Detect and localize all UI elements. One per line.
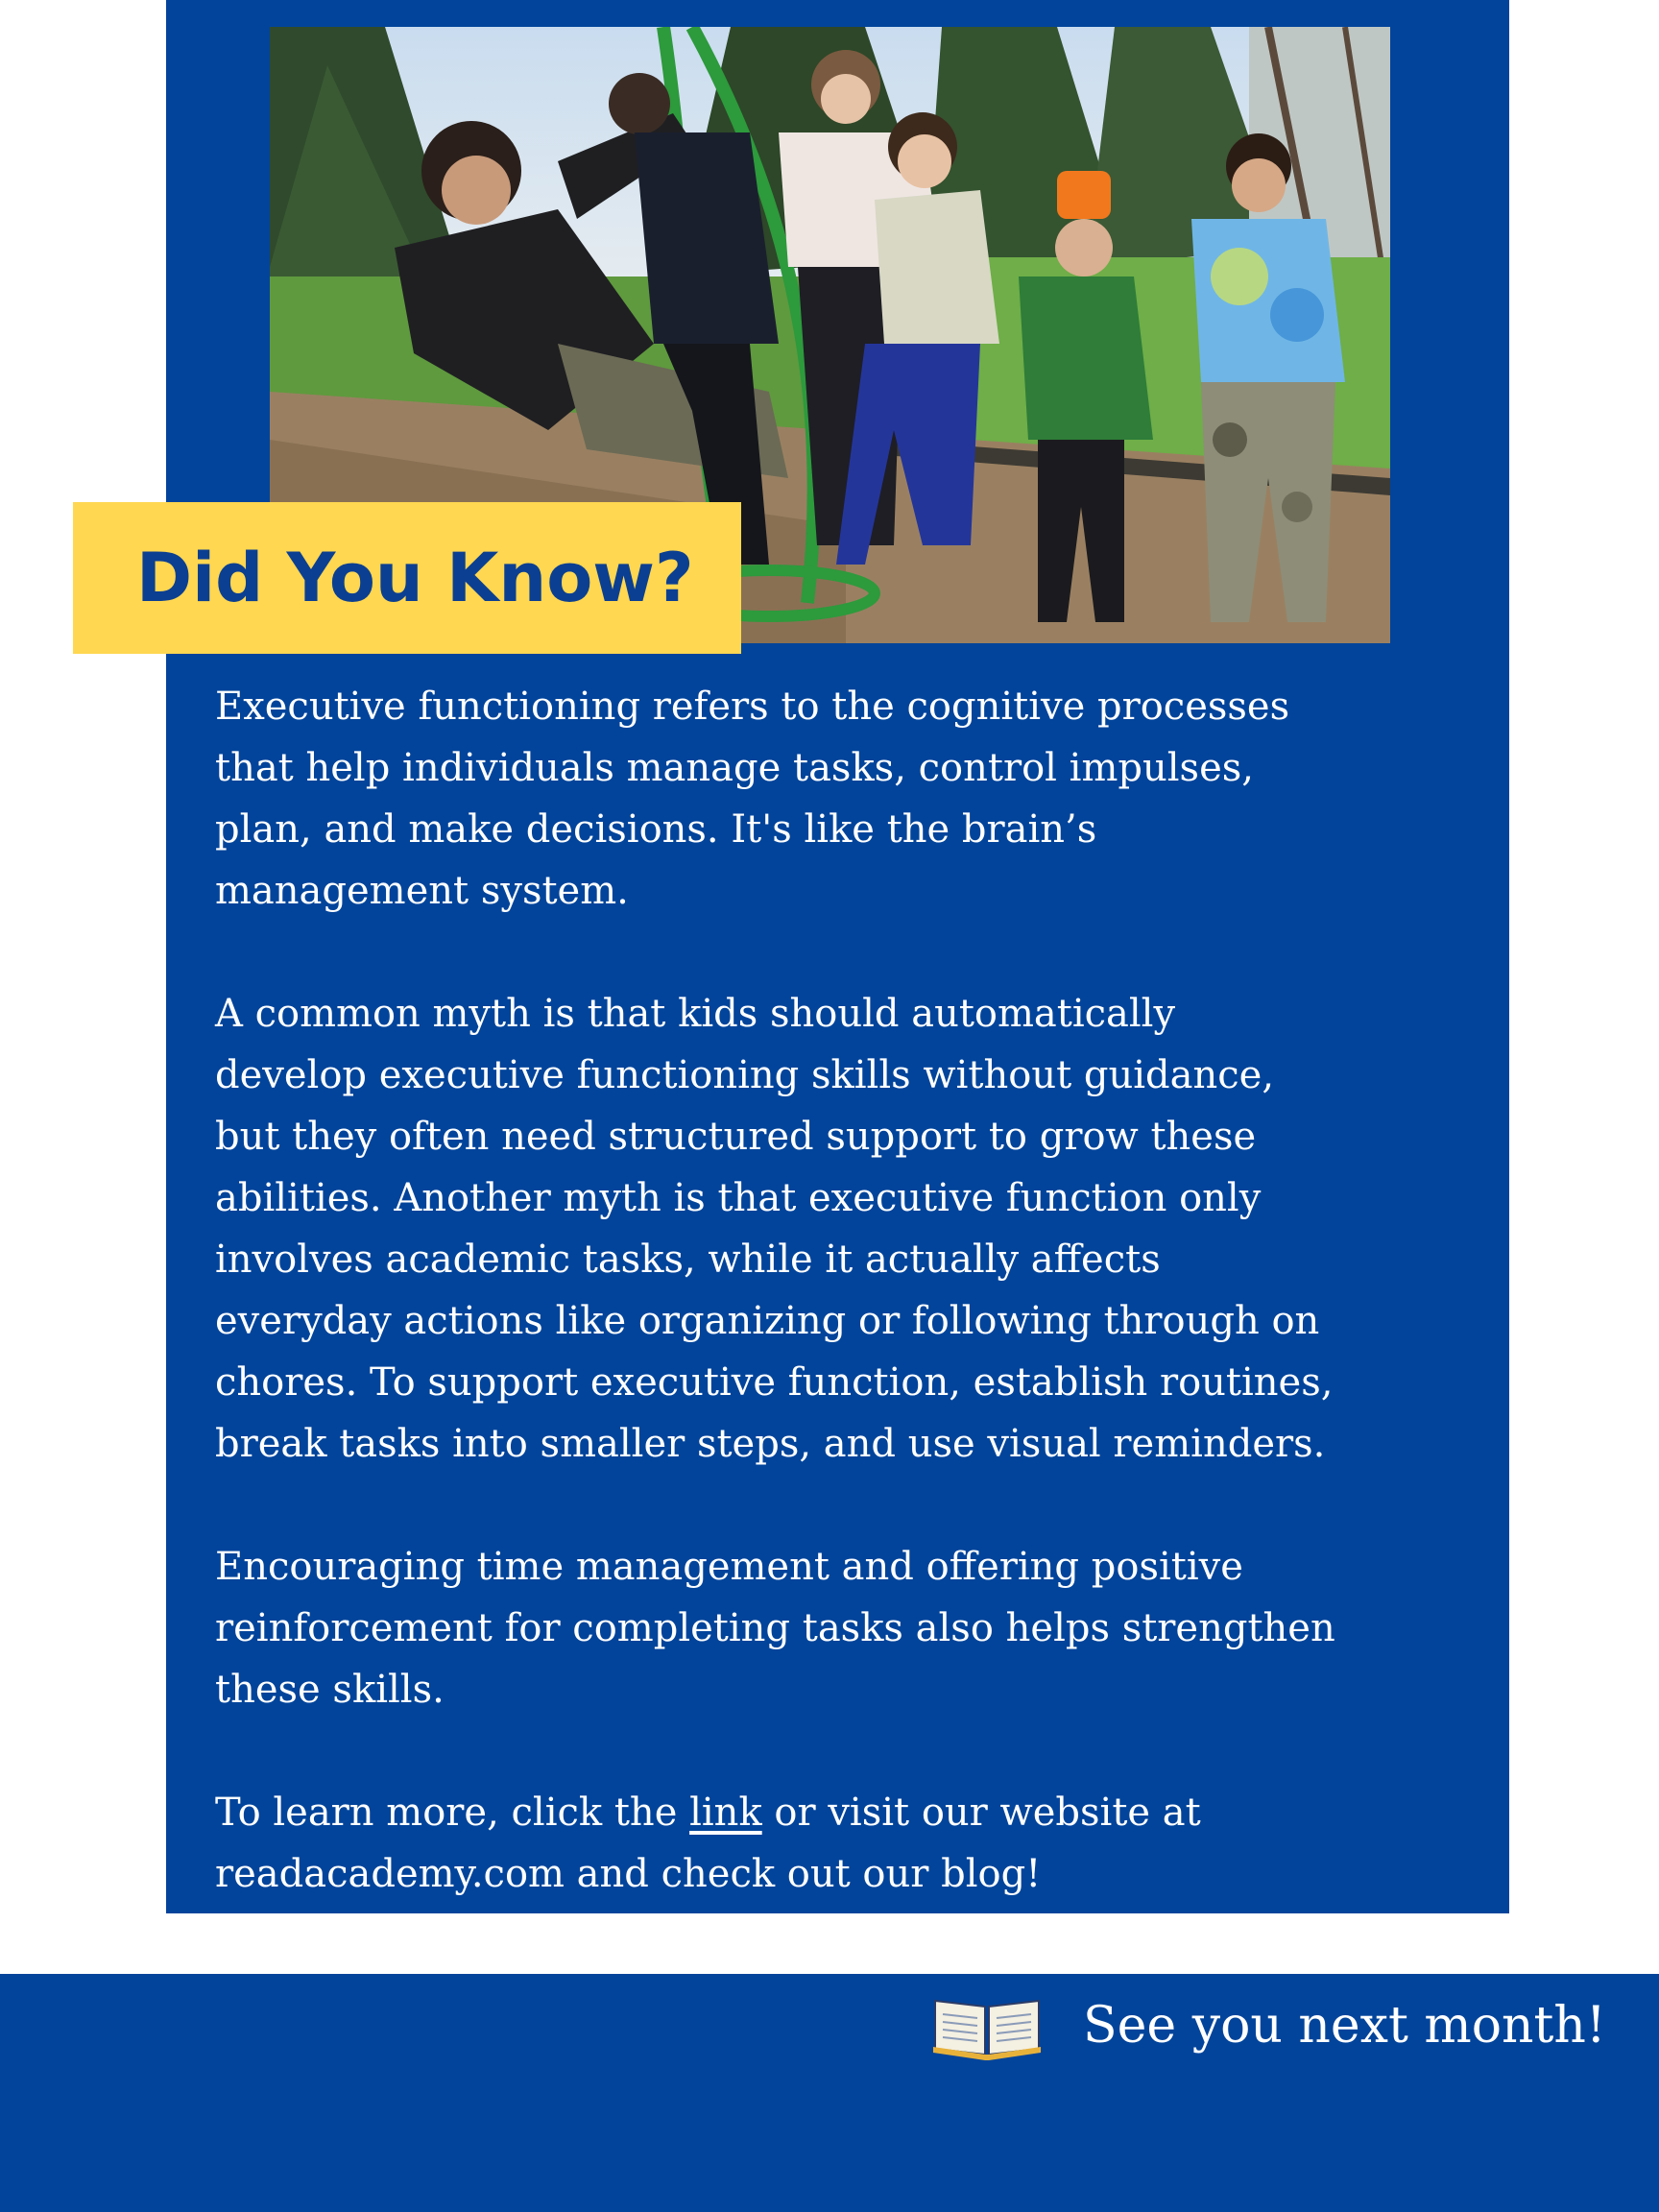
- learn-more-text-after-link: or visit our website at readacademy.com and check out our blog!: [215, 1791, 1201, 1896]
- article-paragraph-4: [215, 1782, 1463, 1905]
- did-you-know-title: Did You Know?: [136, 539, 694, 617]
- did-you-know-callout: [73, 502, 741, 654]
- article-paragraph-2: A common myth is that kids should automatically develop executive functioning skills without guidance, but they often need structured support to grow these abilities. Another myth is that executive function only involves academic tasks, while it actually affects everyday actions like organizing or following through on chores. To support executive function, establish routines, break tasks into smaller steps, and use visual reminders.: [215, 992, 1334, 1466]
- article-paragraph-1: Executive functioning refers to the cognitive processes that help individuals manage tasks, control impulses, plan, and make decisions. It's like the brain’s management system.: [215, 685, 1290, 913]
- learn-more-link[interactable]: link: [689, 1791, 762, 1835]
- learn-more-text-before-link: To learn more, click the: [215, 1791, 690, 1835]
- article-paragraph-3: Encouraging time management and offering positive reinforcement for completing tasks also helps strengthen these skills.: [215, 1545, 1335, 1712]
- see-you-next-month-message: See you next month!: [1083, 1997, 1606, 2055]
- article-body: [215, 676, 1463, 1905]
- open-book-icon: [929, 1991, 1045, 2060]
